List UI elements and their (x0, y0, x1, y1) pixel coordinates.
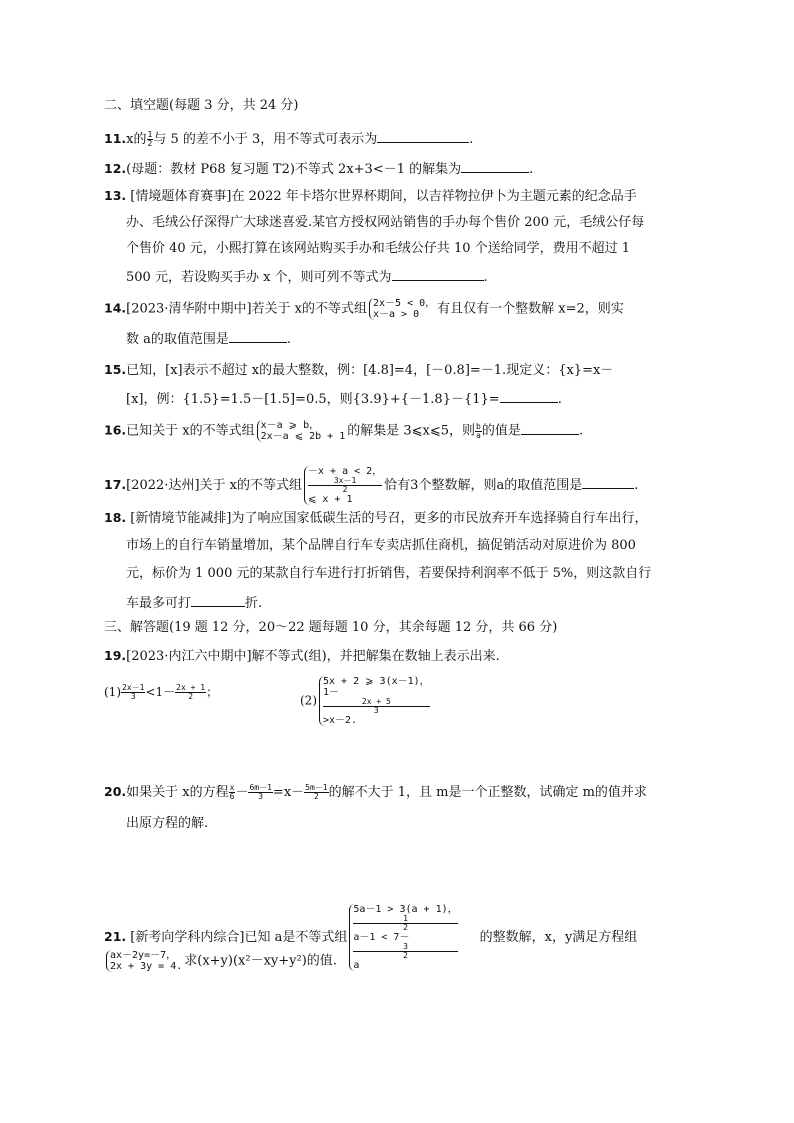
fraction: $\frac{x}{6}$ (229, 783, 235, 801)
fraction: $\frac{2x-1}{3}$ (122, 683, 145, 701)
inequality-system: 2x－5 < 0， x－a > 0 (369, 298, 435, 320)
question-18-line4: 车最多可打 折. (126, 596, 263, 611)
question-number: 18. (104, 510, 127, 525)
question-16: 16.已知关于 x的不等式组 x－a ⩾ b， 2x－a ⩽ 2b + 1 的解集是 3⩽x⩽5，则 $\frac{b}{a}$ 的值是 . (104, 420, 584, 442)
question-number: 16. (104, 422, 127, 438)
question-19: 19.[2023·内江六中期中]解不等式(组)，并把解集在数轴上表示出来. (104, 648, 500, 664)
answer-blank[interactable] (191, 594, 245, 607)
answer-blank[interactable] (521, 422, 579, 435)
question-15: 15.已知，[x]表示不超过 x的最大整数，例：[4.8]=4，[－0.8]=－1.现定义：{x}=x－ (104, 362, 614, 378)
answer-blank[interactable] (582, 476, 634, 489)
inequality-system: －x + a < 2， 3x－1 2 ⩽ x + 1 (304, 466, 382, 505)
question-13-line4: 500 元，若设购买手办 x 个，则可列不等式为 . (126, 270, 488, 285)
question-19-part-1: (1) $\frac{2x-1}{3}$ <1－ $\frac{2x + 1}{2}$ ； (104, 683, 219, 701)
question-15-line2: [x]，例：{1.5}=1.5－[1.5]=0.5，则{3.9}+{－1.8}－{1}= . (126, 392, 562, 407)
question-13-line2: 办、毛绒公仔深得广大球迷喜爱.某官方授权网站销售的手办每个售价 200 元，毛绒公仔每 (126, 215, 645, 230)
answer-blank[interactable] (461, 160, 529, 173)
equation-system: ax－2y=－7， 2x + 3y = 4. (106, 950, 182, 972)
section-2-heading: 二、填空题(每题 3 分，共 24 分) (104, 98, 299, 113)
fraction: $\frac{1}{2}$ (147, 130, 153, 148)
question-number: 17. (104, 477, 127, 492)
answer-blank[interactable] (392, 268, 484, 281)
fraction: $\frac{2x + 1}{2}$ (176, 683, 206, 701)
answer-blank[interactable] (229, 330, 287, 343)
question-14-line2: 数 a的取值范围是 . (126, 332, 292, 347)
question-number: 21. (104, 929, 127, 944)
question-19-part-2: (2) 5x + 2 ⩾ 3(x－1)， 1－ 2x + 5 3 >x－2. (300, 676, 430, 726)
inequality-system: 5x + 2 ⩾ 3(x－1)， 1－ 2x + 5 3 >x－2. (319, 676, 430, 726)
question-number: 11. (104, 131, 127, 146)
question-18: 18. [新情境节能减排]为了响应国家低碳生活的号召，更多的市民放弃开车选择骑自行车出行， (104, 510, 648, 526)
answer-blank[interactable] (500, 390, 558, 403)
fraction: $\frac{b}{a}$ (476, 421, 481, 440)
question-21: 21. [新考向学科内综合]已知 a是不等式组 5a－1 > 3(a + 1)， 1 2 a－1 < 7－ 3 2 a 的整数解，x，y满足方程组 (104, 904, 638, 971)
question-20-line2: 出原方程的解. (126, 816, 209, 831)
inequality-system: 5a－1 > 3(a + 1)， 1 2 a－1 < 7－ 3 2 a (349, 904, 457, 971)
question-20: 20.如果关于 x的方程 $\frac{x}{6}$ － $\frac{6m-1}{3}$ =x－ $\frac{5m-1}{2}$ 的解不大于 1，且 m是一个正整数，试确定 m的值并求 (104, 783, 647, 801)
question-number: 12. (104, 161, 127, 176)
question-13-line3: 个售价 40 元，小熙打算在该网站购买手办和毛绒公仔共 10 个送给同学，费用不超过 1 (126, 241, 631, 256)
question-12: 12.(母题：教材 P68 复习题 T2)不等式 2x+3<－1 的解集为 . (104, 161, 534, 177)
question-11: 11.x的 $\frac{1}{2}$ 与 5 的差不小于 3，用不等式可表示为 . (104, 130, 474, 148)
question-number: 14. (104, 300, 127, 316)
fraction: $\frac{6m-1}{3}$ (249, 783, 272, 801)
question-number: 15. (104, 362, 127, 377)
question-number: 13. (104, 188, 127, 203)
fraction: $\frac{5m-1}{2}$ (305, 783, 328, 801)
question-number: 19. (104, 648, 127, 663)
answer-blank[interactable] (377, 130, 469, 143)
question-18-line3: 元，标价为 1 000 元的某款自行车进行打折销售，若要保持利润率不低于 5%，则这款自行 (126, 566, 652, 581)
question-21-line2: ax－2y=－7， 2x + 3y = 4. 求(x+y)(x²－xy+y²)的值. (104, 950, 694, 972)
question-17: 17.[2022·达州]关于 x的不等式组 －x + a < 2， 3x－1 2 ⩽ x + 1 恰有3个整数解，则a的取值范围是 . (104, 466, 639, 505)
section-3-heading: 三、解答题(19 题 12 分，20～22 题每题 10 分，其余每题 12 分，共 66 分) (104, 620, 558, 635)
question-number: 20. (104, 784, 127, 799)
question-13: 13. [情境题体育赛事]在 2022 年卡塔尔世界杯期间，以吉祥物拉伊卜为主题元素的纪念品手 (104, 188, 637, 204)
question-18-line2: 市场上的自行车销量增加，某个品牌自行车专卖店抓住商机，搞促销活动对原进价为 800 (126, 538, 636, 553)
inequality-system: x－a ⩾ b， 2x－a ⩽ 2b + 1 (257, 420, 346, 442)
question-14: 14.[2023·清华附中期中]若关于 x的不等式组 2x－5 < 0， x－a > 0 有且仅有一个整数解 x=2，则实 (104, 298, 624, 320)
